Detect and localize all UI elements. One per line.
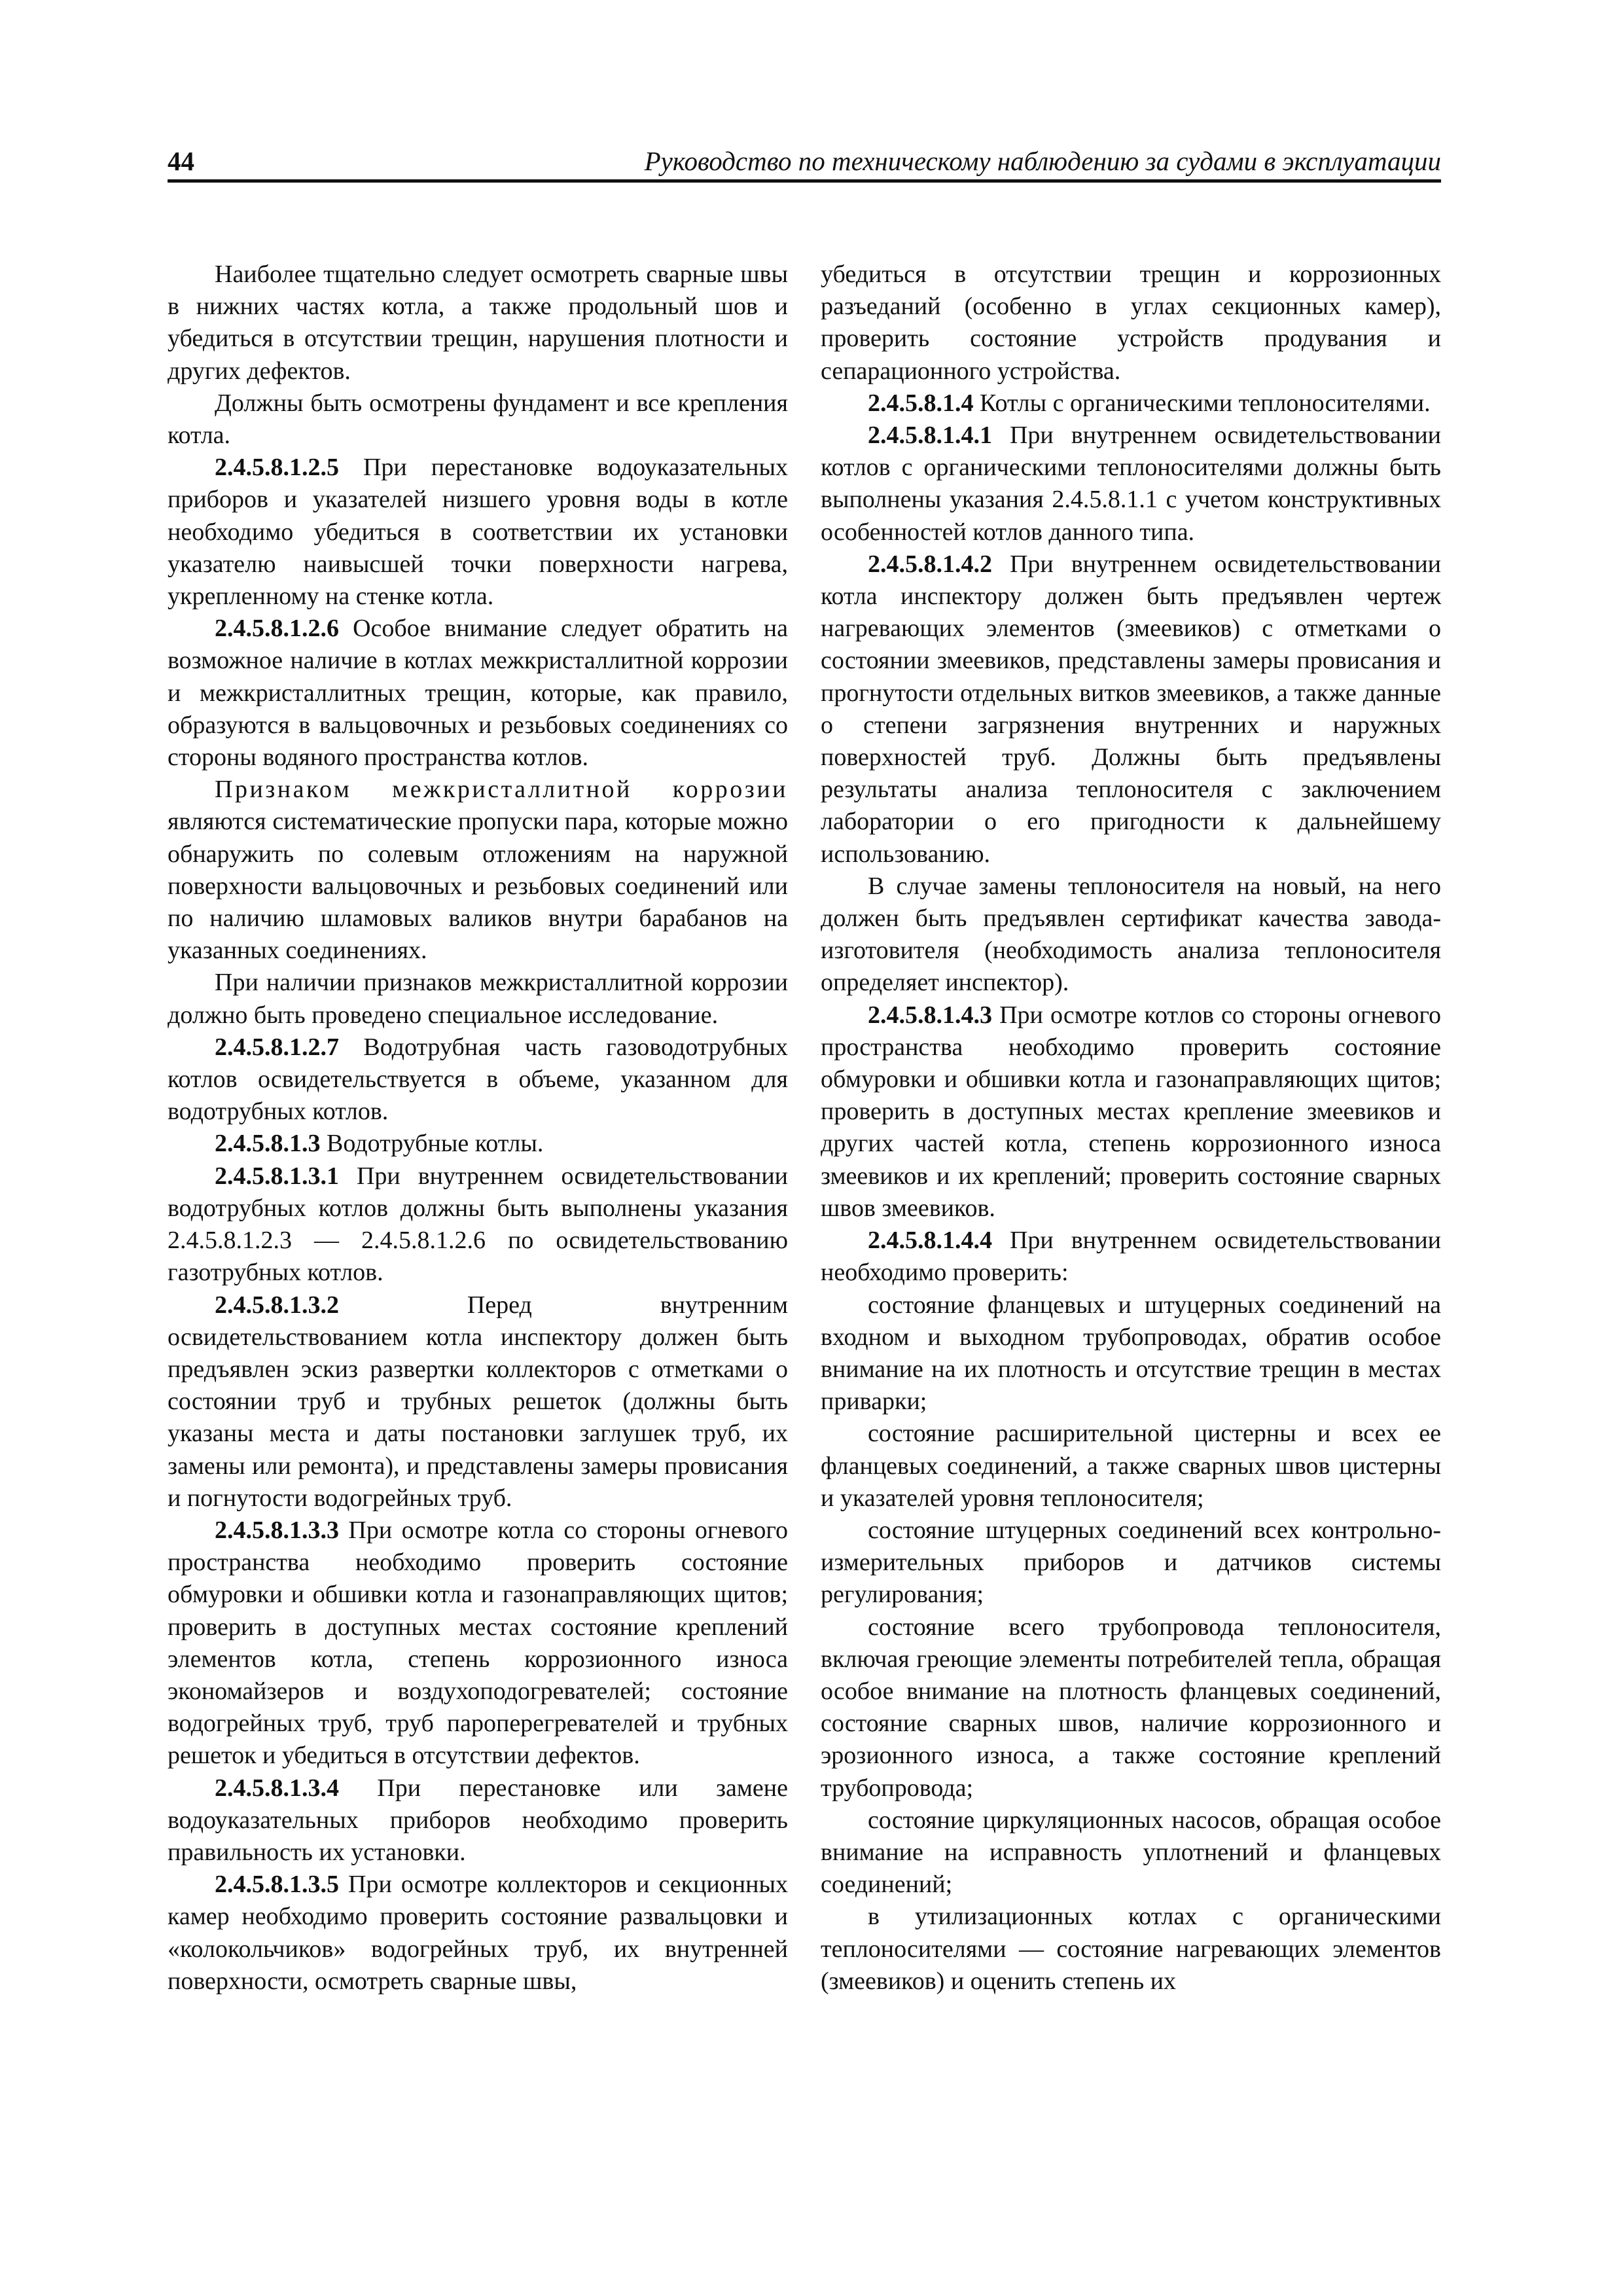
section-number: 2.4.5.8.1.4.3 — [868, 1001, 992, 1029]
header-rule — [168, 179, 1441, 183]
left-column — [168, 259, 788, 1998]
paragraph: 2.4.5.8.1.2.5 При перестановке водоуказательных приборов и указателей низшего уровня воды в котле необходимо убедиться в соответствии их установки указателю наивысшей точки поверхности нагрева, укрепленному на стенке котла. — [168, 454, 788, 611]
running-title: Руководство по техническому наблюдению за судами в эксплуатации — [644, 146, 1441, 176]
spaced-lead-text: Признаком межкристаллитной коррозии — [215, 776, 788, 804]
paragraph: 2.4.5.8.1.4 Котлы с органическими теплоносителями. — [868, 389, 1431, 417]
section-number: 2.4.5.8.1.3 — [215, 1130, 321, 1158]
paragraph: В случае замены теплоносителя на новый, на него должен быть предъявлен сертификат качества завода-изготовителя (необходимость анализа теплоносителя определяет инспектор). — [821, 872, 1441, 997]
list-item: состояние расширительной цистерны и всех ее фланцевых соединений, а также сварных швов цистерны и указателей уровня теплоносителя; — [821, 1420, 1441, 1512]
section-number: 2.4.5.8.1.4.4 — [868, 1227, 992, 1255]
paragraph: 2.4.5.8.1.4.1 При внутреннем освидетельствовании котлов с органическими теплоносителями должны быть выполнены указания 2.4.5.8.1.1 с учетом конструктивных особенностей котлов данного типа. — [821, 422, 1441, 546]
paragraph: При наличии признаков межкристаллитной коррозии должно быть проведено специальное исследование. — [168, 969, 788, 1029]
paragraph: 2.4.5.8.1.2.7 Водотрубная часть газоводотрубных котлов освидетельствуется в объеме, указанном для водотрубных котлов. — [168, 1033, 788, 1126]
list-item: состояние всего трубопровода теплоносителя, включая греющие элементы потребителей тепла, обращая особое внимание на плотность фланцевых соединений, состояние сварных швов, наличие коррозионного и эрозионного износа, а также состояние креплений трубопровода; — [821, 1613, 1441, 1802]
paragraph: 2.4.5.8.1.3.1 При внутреннем освидетельствовании водотрубных котлов должны быть выполнены указания 2.4.5.8.1.2.3 — 2.4.5.8.1.2.6 по освидетельствованию газотрубных котлов. — [168, 1162, 788, 1287]
paragraph: убедиться в отсутствии трещин и коррозионных разъеданий (особенно в углах секционных камер), проверить состояние устройств продувания и сепарационного устройства. — [821, 260, 1441, 385]
section-number: 2.4.5.8.1.2.6 — [215, 615, 339, 643]
list-item: состояние фланцевых и штуцерных соединений на входном и выходном трубопроводах, обратив особое внимание на их плотность и отсутствие трещин в местах приварки; — [821, 1291, 1441, 1416]
paragraph: Признаком межкристаллитной коррозии являются систематические пропуски пара, которые можно обнаружить по солевым отложениям на наружной поверхности вальцовочных и резьбовых соединений или по наличию шламовых валиков внутри барабанов на указанных соединениях. — [168, 776, 788, 965]
paragraph: 2.4.5.8.1.4.4 При внутреннем освидетельствовании необходимо проверить: — [821, 1227, 1441, 1287]
paragraph: 2.4.5.8.1.3.5 При осмотре коллекторов и секционных камер необходимо проверить состояние развальцовки и «колокольчиков» водогрейных труб, их внутренней поверхности, осмотреть сварные швы, — [168, 1871, 788, 1995]
list-item: состояние циркуляционных насосов, обращая особое внимание на исправность уплотнений и фланцевых соединений; — [821, 1806, 1441, 1899]
section-number: 2.4.5.8.1.2.7 — [215, 1033, 339, 1061]
section-number: 2.4.5.8.1.4 — [868, 389, 974, 417]
paragraph: 2.4.5.8.1.4.3 При осмотре котлов со стороны огневого пространства необходимо проверить состояние обмуровки и обшивки котла и газонаправляющих щитов; проверить в доступных местах крепление змеевиков и других частей котла, степень коррозионного износа змеевиков и их креплений; проверить состояние сварных швов змеевиков. — [821, 1001, 1441, 1222]
paragraph: 2.4.5.8.1.3.4 При перестановке или замене водоуказательных приборов необходимо проверить правильность их установки. — [168, 1774, 788, 1866]
paragraph: 2.4.5.8.1.3.3 При осмотре котла со стороны огневого пространства необходимо проверить состояние обмуровки и обшивки котла и газонаправляющих щитов; проверить в доступных местах состояние креплений элементов котла, степень коррозионного износа экономайзеров и воздухоподогревателей; состояние водогрейных труб, труб пароперегревателей и трубных решеток и убедиться в отсутствии дефектов. — [168, 1516, 788, 1770]
section-number: 2.4.5.8.1.3.5 — [215, 1871, 339, 1899]
section-number: 2.4.5.8.1.4.2 — [868, 550, 992, 578]
list-item: состояние штуцерных соединений всех контрольно-измерительных приборов и датчиков системы регулирования; — [821, 1516, 1441, 1609]
section-number: 2.4.5.8.1.3.1 — [215, 1162, 339, 1190]
paragraph: 2.4.5.8.1.2.6 Особое внимание следует обратить на возможное наличие в котлах межкристаллитной коррозии и межкристаллитных трещин, которые, как правило, образуются в вальцовочных и резьбовых соединениях со стороны водяного пространства котлов. — [168, 615, 788, 772]
paragraph: 2.4.5.8.1.3 Водотрубные котлы. — [215, 1130, 544, 1158]
right-column — [821, 259, 1441, 1998]
page-header — [168, 143, 1441, 179]
section-number: 2.4.5.8.1.2.5 — [215, 454, 339, 482]
list-item: в утилизационных котлах с органическими теплоносителями — состояние нагревающих элементов (змеевиков) и оценить степень их — [821, 1903, 1441, 1995]
page-number: 44 — [168, 146, 194, 176]
paragraph: Наиболее тщательно следует осмотреть сварные швы в нижних частях котла, а также продольный шов и убедиться в отсутствии трещин, нарушения плотности и других дефектов. — [168, 260, 788, 385]
section-number: 2.4.5.8.1.4.1 — [868, 422, 992, 450]
section-number: 2.4.5.8.1.3.2 — [215, 1291, 339, 1319]
paragraph: 2.4.5.8.1.3.2 Перед внутренним освидетельствованием котла инспектору должен быть предъявлен эскиз развертки коллекторов с отметками о состоянии труб и трубных решеток (должны быть указаны места и даты постановки заглушек труб, их замены или ремонта), и представлены замеры провисания и погнутости водогрейных труб. — [168, 1291, 788, 1512]
paragraph: 2.4.5.8.1.4.2 При внутреннем освидетельствовании котла инспектору должен быть предъявлен чертеж нагревающих элементов (змеевиков) с отметками о состоянии змеевиков, представлены замеры провисания и прогнутости отдельных витков змеевиков, а также данные о степени загрязнения внутренних и наружных поверхностей труб. Должны быть предъявлены результаты анализа теплоносителя с заключением лаборатории о его пригодности к дальнейшему использованию. — [821, 550, 1441, 868]
section-number: 2.4.5.8.1.3.3 — [215, 1516, 339, 1544]
section-number: 2.4.5.8.1.3.4 — [215, 1774, 339, 1802]
paragraph: Должны быть осмотрены фундамент и все крепления котла. — [168, 389, 788, 450]
